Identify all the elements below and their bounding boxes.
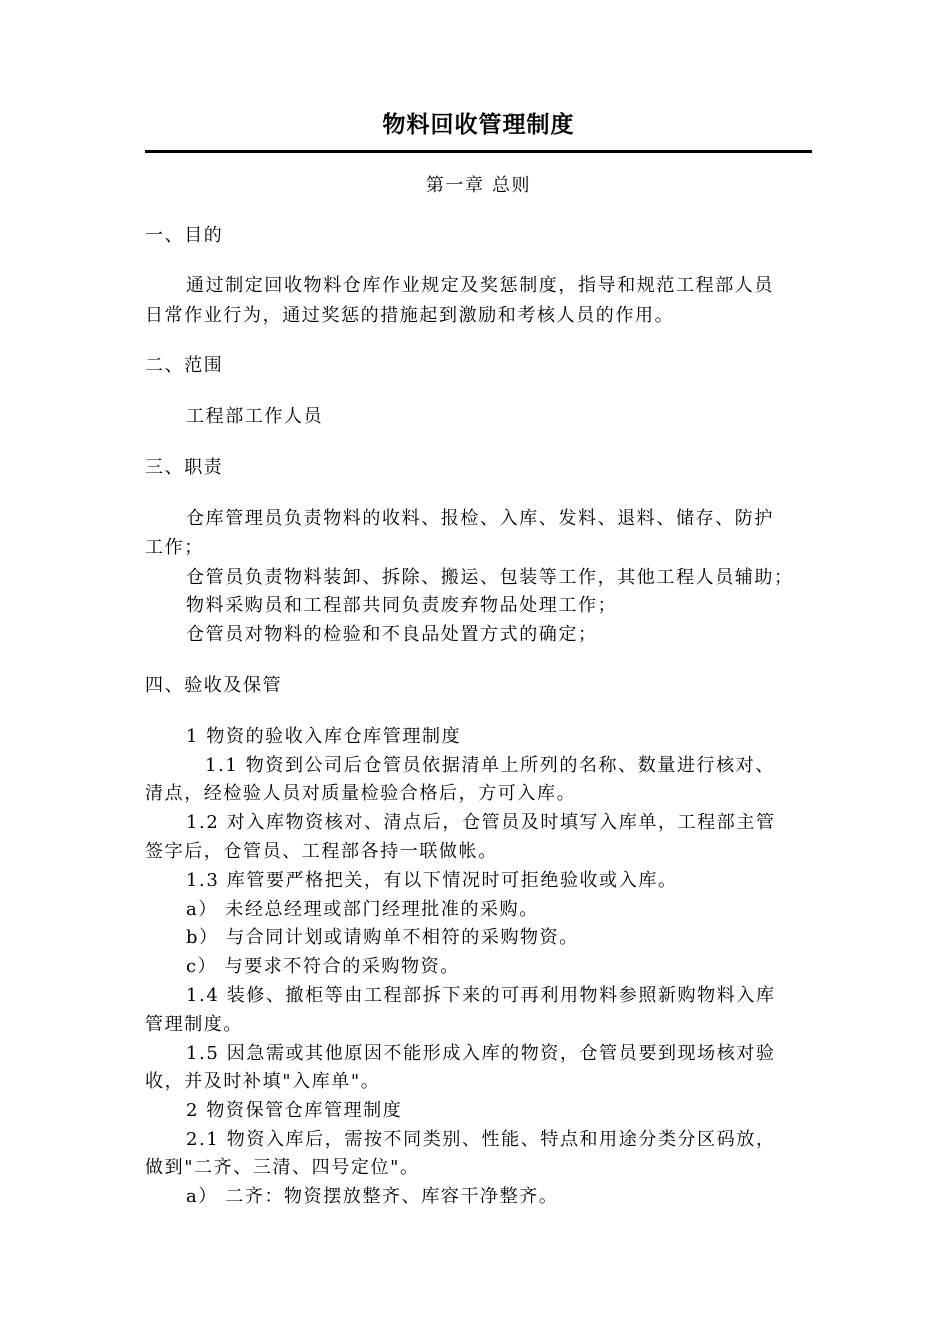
paragraph-line: 仓管员对物料的检验和不良品处置方式的确定；	[186, 624, 598, 645]
section-heading-duties: 三、职责	[145, 457, 224, 478]
paragraph-line: 清点，经检验人员对质量检验合格后，方可入库。	[145, 783, 577, 804]
paragraph-line: 仓库管理员负责物料的收料、报检、入库、发料、退料、储存、防护	[186, 508, 774, 529]
paragraph-line: 签字后，仓管员、工程部各持一联做帐。	[145, 841, 498, 862]
paragraph-line: 仓管员负责物料装卸、拆除、搬运、包装等工作，其他工程人员辅助；	[186, 567, 794, 588]
paragraph-line: 工作；	[145, 537, 204, 558]
list-item-a: a） 二齐：物资摆放整齐、库容干净整齐。	[186, 1186, 559, 1207]
chapter-heading: 第一章 总则	[425, 175, 532, 196]
list-item-b: b） 与合同计划或请购单不相符的采购物资。	[186, 927, 579, 948]
section-heading-purpose: 一、目的	[145, 225, 224, 246]
paragraph-line: 1.3 库管要严格把关，有以下情况时可拒绝验收或入库。	[186, 870, 678, 891]
paragraph-line: 通过制定回收物料仓库作业规定及奖惩制度，指导和规范工程部人员	[186, 275, 774, 296]
paragraph-line: 做到"二齐、三清、四号定位"。	[145, 1157, 420, 1178]
list-item-a: a） 未经总经理或部门经理批准的采购。	[186, 899, 539, 920]
section-heading-scope: 二、范围	[145, 355, 224, 376]
paragraph-line: 2 物资保管仓库管理制度	[186, 1100, 403, 1121]
paragraph-line: 1.1 物资到公司后仓管员依据清单上所列的名称、数量进行核对、	[205, 755, 775, 776]
paragraph-line: 物料采购员和工程部共同负责废弃物品处理工作；	[186, 595, 618, 616]
paragraph-line: 收，并及时补填"入库单"。	[145, 1071, 381, 1092]
list-item-c: c） 与要求不符合的采购物资。	[186, 956, 460, 977]
paragraph-line: 1.2 对入库物资核对、清点后，仓管员及时填写入库单，工程部主管	[186, 812, 776, 833]
paragraph-line: 1.4 装修、撤柜等由工程部拆下来的可再利用物料参照新购物料入库	[186, 985, 776, 1006]
title-underline	[145, 150, 812, 153]
paragraph-line: 2.1 物资入库后，需按不同类别、性能、特点和用途分类分区码放，	[186, 1129, 776, 1150]
paragraph-line: 1 物资的验收入库仓库管理制度	[186, 726, 462, 747]
document-title: 物料回收管理制度	[382, 112, 575, 138]
section-heading-acceptance: 四、验收及保管	[145, 675, 283, 696]
paragraph-line: 日常作业行为，通过奖惩的措施起到激励和考核人员的作用。	[145, 305, 675, 326]
paragraph-line: 工程部工作人员	[186, 406, 324, 427]
paragraph-line: 管理制度。	[145, 1014, 243, 1035]
paragraph-line: 1.5 因急需或其他原因不能形成入库的物资，仓管员要到现场核对验	[186, 1043, 776, 1064]
